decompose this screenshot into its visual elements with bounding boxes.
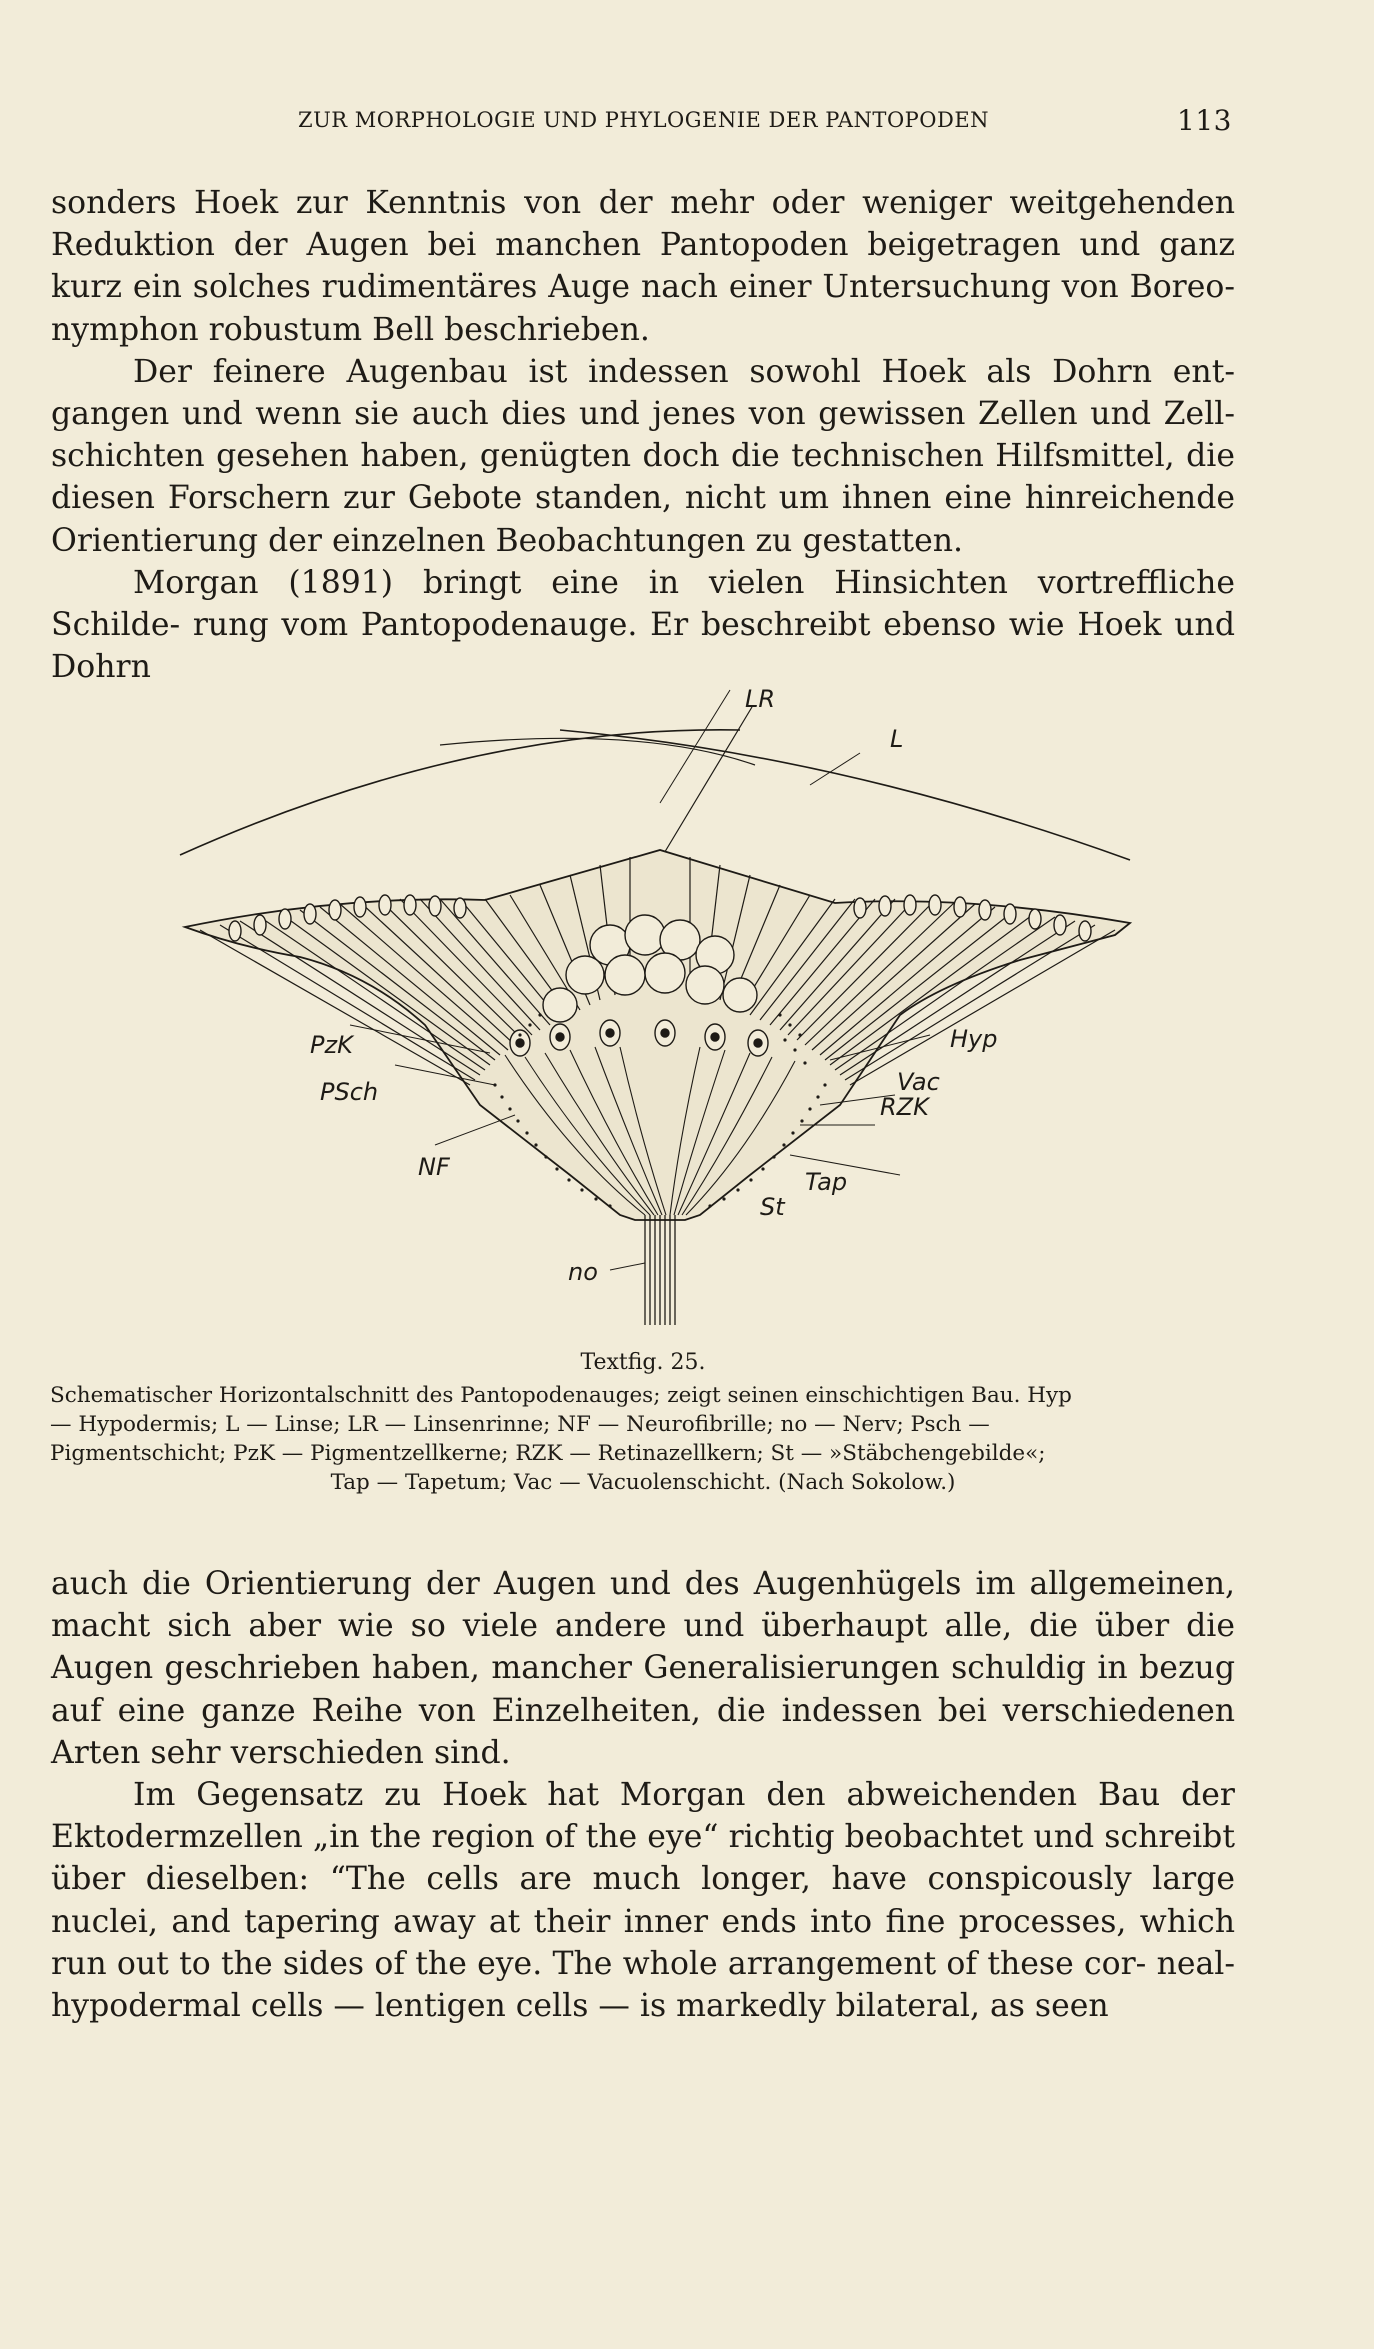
label-L: L xyxy=(890,725,904,753)
caption-line: Tap — Tapetum; Vac — Vacuolenschicht. (Nach Sokolow.) xyxy=(330,1470,956,1495)
paragraph: auch die Orientierung der Augen und des Augenhügels im allgemeinen, macht sich aber wie so viele andere und überhaupt alle, die über die Augen geschrieben haben, mancher Generalisierungen schuldig in bezug auf eine ganze Reihe von Einzelheiten, die indessen bei verschiedenen Arten sehr verschieden sind. xyxy=(51,1566,1235,1771)
label-LR: LR xyxy=(745,685,776,713)
body-text-upper xyxy=(51,182,1235,688)
caption-line: Schematischer Horizontalschnitt des Pantopodenauges; zeigt seinen einschichtigen Bau. Hyp xyxy=(50,1383,1072,1408)
label-RZK: RZK xyxy=(880,1093,929,1121)
caption-line: Pigmentschicht; PzK — Pigmentzellkerne; RZK — Retinazellkern; St — »Stäbchengebilde«; xyxy=(50,1441,1046,1466)
label-Tap: Tap xyxy=(805,1168,848,1196)
caption-title: Textfig. 25. xyxy=(580,1350,706,1375)
page-number: 113 xyxy=(1177,104,1232,137)
eye-section-figure xyxy=(140,685,1140,1335)
body-text-lower xyxy=(51,1563,1235,2027)
paragraph: Der feinere Augenbau ist indessen sowohl Hoek als Dohrn ent- gangen und wenn sie auch dies und jenes von gewissen Zellen und Zell- schichten gesehen haben, genügten doch die technischen Hilfsmittel, die diesen Forschern zur Gebote standen, nicht um ihnen eine hinreichende Orientierung der einzelnen Beobachtungen zu gestatten. xyxy=(51,353,1235,559)
label-St: St xyxy=(760,1193,785,1221)
label-PzK: PzK xyxy=(310,1031,353,1059)
paragraph: Morgan (1891) bringt eine in vielen Hinsichten vortreffliche Schilde- rung vom Pantopodenauge. Er beschreibt ebenso wie Hoek und Dohrn xyxy=(51,564,1235,686)
eye-section-drawing xyxy=(140,685,1140,1335)
paragraph: Im Gegensatz zu Hoek hat Morgan den abweichenden Bau der Ektodermzellen „in the region of the eye“ richtig beobachtet und schreibt über dieselben: “The cells are much longer, have conspicously large nuclei, and tapering away at their inner ends into fine processes, which run out to the sides of the eye. The whole arrangement of these cor- neal-hypodermal cells — lentigen cells — is markedly bilateral, as seen xyxy=(51,1777,1235,2025)
label-no: no xyxy=(568,1258,598,1286)
label-Hyp: Hyp xyxy=(950,1025,998,1053)
label-Vac: Vac xyxy=(897,1068,940,1096)
paragraph: sonders Hoek zur Kenntnis von der mehr oder weniger weitgehenden Reduktion der Augen bei manchen Pantopoden beigetragen und ganz kurz ein solches rudimentäres Auge nach einer Untersuchung von Boreo- nymphon robustum Bell beschrieben. xyxy=(51,185,1235,348)
label-PSch: PSch xyxy=(320,1078,379,1106)
figure-caption xyxy=(50,1348,1236,1497)
caption-line: — Hypodermis; L — Linse; LR — Linsenrinne; NF — Neurofibrille; no — Nerv; Psch — xyxy=(50,1412,990,1437)
label-NF: NF xyxy=(418,1153,450,1181)
running-title: ZUR MORPHOLOGIE UND PHYLOGENIE DER PANTOPODEN xyxy=(298,108,990,132)
